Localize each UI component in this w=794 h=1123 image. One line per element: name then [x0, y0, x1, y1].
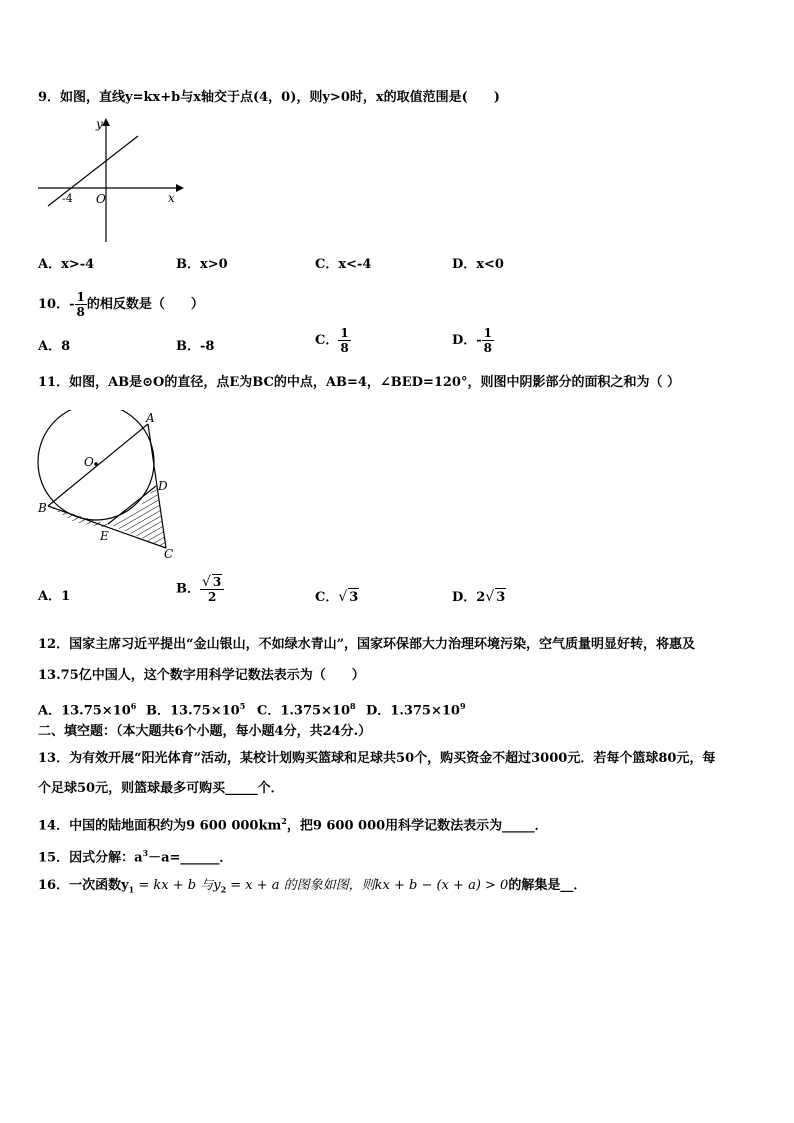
q10-option-a[interactable]: A．8 — [38, 339, 71, 354]
q11-option-a[interactable]: A．1 — [38, 589, 71, 604]
label-b: B — [38, 501, 47, 515]
q9-option-d[interactable]: D．x<0 — [452, 257, 504, 272]
label-a: A — [146, 411, 155, 425]
origin-label: O — [96, 192, 106, 206]
q12-option-d[interactable]: D．$1.375\times 10^9$ — [366, 701, 466, 719]
q9-option-b[interactable]: B．x>0 — [176, 257, 228, 272]
q13-line2: 个足球50元，则篮球最多可购买_____个． — [38, 781, 284, 796]
label-o: O — [84, 455, 94, 469]
label-c: C — [164, 547, 174, 561]
q11-option-d[interactable]: D．2√ 3 — [452, 589, 506, 605]
q10-option-d[interactable]: D．- $\frac{1}{8}$ — [452, 326, 493, 355]
q10-stem: 10．- $\frac{1}{8}$ 的相反数是（ ） — [38, 290, 204, 319]
x-axis-arrow-icon — [176, 184, 184, 192]
section-two-heading: 二、填空题：（本大题共6个小题，每小题4分，共24分.） — [38, 724, 372, 739]
q16-stem: 16．一次函数$y_1$ = kx + b 与$y_2 = x + a$ 的图象如图，则kx + b − (x + a) > 0的解集是__． — [38, 878, 587, 895]
q12-line1: 12．国家主席习近平提出“金山银山，不如绿水青山”，国家环保部大力治理环境污染，空气质量明显好转，将惠及 — [38, 637, 696, 652]
q12-option-b[interactable]: B．$13.75\times 10^5$ — [146, 701, 246, 719]
tick-label: -4 — [62, 192, 73, 205]
label-d: D — [158, 479, 168, 493]
center-o-dot — [94, 462, 98, 466]
q10-fraction: $\frac{1}{8}$ — [76, 290, 85, 319]
q12-option-c[interactable]: C．$1.375\times 10^8$ — [257, 701, 356, 719]
q11-stem: 11．如图，AB是⊙O的直径，点E为BC的中点，AB=4，∠BED=120°，则图中阴影部分的面积之和为（ ） — [38, 375, 680, 390]
q10-option-c[interactable]: C． $\frac{1}{8}$ — [315, 326, 349, 355]
q11-option-b[interactable]: B． $\frac{√ 3}{2}$ — [176, 574, 224, 604]
q9-option-c[interactable]: C．x<-4 — [315, 257, 372, 272]
label-e: E — [100, 529, 109, 543]
q13-line1: 13．为有效开展“阳光体育”活动，某校计划购买篮球和足球共50个，购买资金不超过3000元．若每个篮球80元，每 — [38, 751, 716, 766]
y-label: y — [96, 117, 103, 131]
y-axis-arrow-icon — [102, 118, 110, 126]
q11-option-c[interactable]: C．√ 3 — [315, 589, 359, 605]
q14-stem: 14．中国的陆地面积约为9 600 $000km^2$，把9 600 000用科学记数法表示为_____． — [38, 816, 548, 834]
diameter-ab — [48, 424, 148, 506]
q10-option-b[interactable]: B．-8 — [176, 339, 215, 354]
q9-option-a[interactable]: A．x>-4 — [38, 257, 95, 272]
x-label: x — [168, 191, 175, 205]
q9-graph — [34, 114, 184, 244]
q12-option-a[interactable]: A．$13.75\times 10^6$ — [38, 701, 137, 719]
q9-stem: 9．如图，直线y=kx+b与x轴交于点(4，0)，则y>0时，x的取值范围是( ) — [38, 90, 500, 105]
q15-stem: 15．因式分解：$a^3-a=\_\_\_\_\_\_$． — [38, 848, 233, 866]
q11-figure — [34, 410, 184, 565]
q12-line2: 13.75亿中国人，这个数字用科学记数法表示为（ ） — [38, 668, 365, 683]
